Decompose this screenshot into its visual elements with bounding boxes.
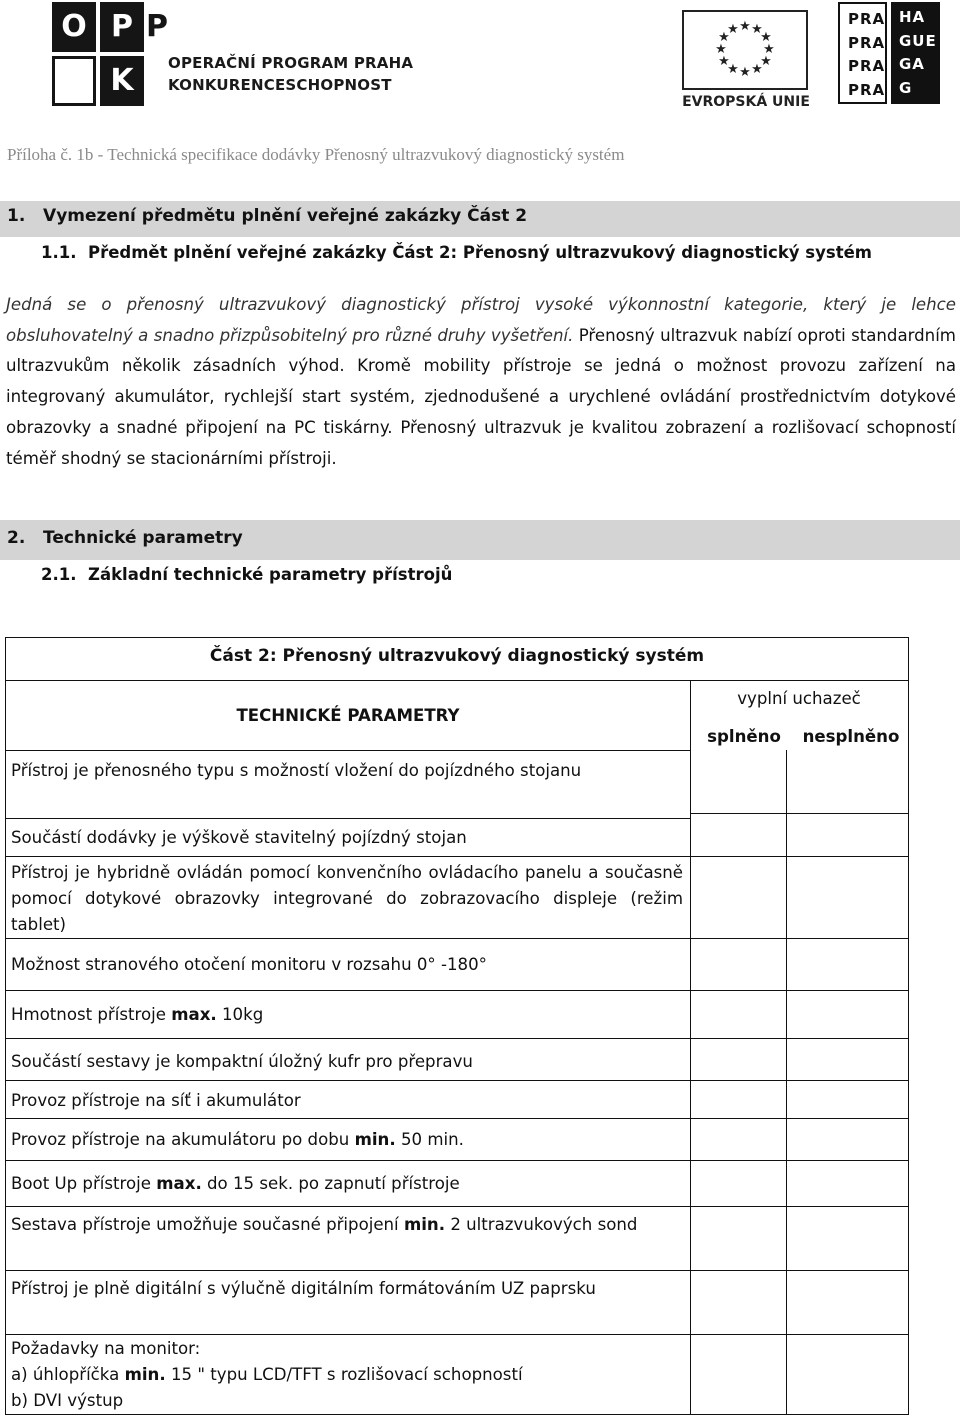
no-header: nesplněno xyxy=(802,727,900,746)
row-10-bold: min. xyxy=(403,1215,446,1234)
param-header: TECHNICKÉ PARAMETRY xyxy=(236,706,460,725)
table-row-11: Přístroj je plně digitální s výlučně digitálním formátováním UZ paprsku xyxy=(11,1279,596,1298)
row-12-value: 15 " typu LCD/TFT s rozlišovací schopností xyxy=(165,1365,523,1384)
paragraph-regular-part: Přenosný ultrazvuk nabízí oproti standardním ultrazvukům několik zásadních výhod. Kromě mobility přístroje se jedná o možnost provozu zařízení na integrovaný akumulátor, rychlejší start systém, zjednodušené a urychlené ovládání prostřednictvím dotykové obrazovky a snadné připojení na PC tiskárny. Přenosný ultrazvuk je kvalitou zobrazení a rozlišovací schopností téměř shodný se stacionárními přístroji. xyxy=(6,325,956,468)
svg-text:★: ★ xyxy=(751,62,763,77)
row-9-value: do 15 sek. po zapnutí přístroje xyxy=(201,1174,460,1193)
table-row-6: Součástí sestavy je kompaktní úložný kufr pro přepravu xyxy=(11,1052,473,1071)
praha-left-2: PRA xyxy=(848,33,886,52)
table-row-1: Přístroj je přenosného typu s možností vložení do pojízdného stojanu xyxy=(11,761,582,780)
table-row-9 xyxy=(11,1171,683,1197)
table-rule xyxy=(5,856,909,857)
section-1-1-subheading: 1.1. Předmět plnění veřejné zakázky Část 2: Přenosný ultrazvukový diagnostický systém xyxy=(41,243,872,262)
svg-text:★: ★ xyxy=(763,42,775,57)
opp-logo-line1: OPERAČNÍ PROGRAM PRAHA xyxy=(168,54,414,72)
eu-label: EVROPSKÁ UNIE xyxy=(682,94,810,110)
table-row-2: Součástí dodávky je výškově stavitelný pojízdný stojan xyxy=(11,828,467,847)
table-rule xyxy=(5,750,691,751)
praha-right-1: HA xyxy=(899,8,926,26)
row-5-text: Hmotnost přístroje xyxy=(11,1005,172,1024)
table-rule xyxy=(5,818,691,819)
row-12-bold: min. xyxy=(124,1365,166,1384)
paragraph-italic-part: Jedná se o přenosný ultrazvukový diagnostický přístroj vysoké výkonnostní kategorie, který je lehce obsluhovatelný a snadno přizpůsobitelný pro různé druhy vyšetření. xyxy=(6,295,956,345)
opp-logo-box-p1: P xyxy=(100,2,144,52)
table-rule xyxy=(5,680,909,681)
table-rule xyxy=(5,1118,909,1119)
opp-logo xyxy=(52,2,422,108)
table-rule xyxy=(5,938,909,939)
praha-left-4: PRA xyxy=(848,80,886,99)
table-rule xyxy=(5,990,909,991)
svg-text:★: ★ xyxy=(760,30,772,45)
row-5-bold: max. xyxy=(171,1005,217,1024)
praha-right-3: GA xyxy=(899,55,925,73)
row-9-text: Boot Up přístroje xyxy=(11,1174,157,1193)
table-row-5 xyxy=(11,1002,683,1028)
section-2-heading: 2. Technické parametry xyxy=(0,520,960,560)
svg-text:★: ★ xyxy=(727,62,739,77)
svg-text:★: ★ xyxy=(715,42,727,57)
section-1-paragraph xyxy=(6,290,956,474)
praha-right-2: GUE xyxy=(899,31,937,50)
opp-logo-box-blank xyxy=(52,56,96,106)
row-12-line-3: b) DVI výstup xyxy=(11,1391,124,1410)
opp-logo-box-o: O xyxy=(52,2,96,52)
opp-logo-box-k: K xyxy=(100,56,144,106)
table-row-8 xyxy=(11,1127,683,1153)
yes-header: splněno xyxy=(707,727,781,746)
eu-flag-icon xyxy=(682,10,808,90)
table-rule xyxy=(5,1160,909,1161)
svg-text:★: ★ xyxy=(760,54,772,69)
table-row-3: Přístroj je hybridně ovládán pomocí konvenčního ovládacího panelu a současně pomocí dotykové obrazovky integrované do zobrazovacího displeje (režim tablet) xyxy=(11,863,683,934)
praha-logo-right xyxy=(891,2,940,104)
praha-left-3: PRA xyxy=(848,57,886,75)
section-1-heading: 1. Vymezení předmětu plnění veřejné zakázky Část 2 xyxy=(0,201,960,237)
svg-text:★: ★ xyxy=(739,65,751,80)
svg-text:★: ★ xyxy=(727,22,739,37)
table-row-10 xyxy=(11,1212,683,1238)
row-5-value: 10kg xyxy=(216,1005,264,1024)
eu-logo xyxy=(680,6,812,112)
row-10-text: Sestava přístroje umožňuje současné připojení xyxy=(11,1215,404,1234)
table-rule xyxy=(691,813,909,814)
section-2-1-subheading: 2.1. Základní technické parametry přístrojů xyxy=(41,565,453,584)
table-row-7: Provoz přístroje na síť i akumulátor xyxy=(11,1091,301,1110)
row-8-text: Provoz přístroje na akumulátoru po dobu xyxy=(11,1130,355,1149)
praha-right-4: G xyxy=(899,78,913,97)
praha-logo-left xyxy=(838,2,887,104)
table-rule xyxy=(5,1334,909,1335)
row-9-bold: max. xyxy=(156,1174,202,1193)
row-8-value: 50 min. xyxy=(395,1130,464,1149)
table-rule xyxy=(5,1038,909,1039)
praha-left-1: PRA xyxy=(848,10,886,28)
opp-logo-box-p2: P xyxy=(146,9,168,44)
table-rule xyxy=(690,680,691,1415)
row-12-line-1: Požadavky na monitor: xyxy=(11,1339,201,1358)
praha-logo xyxy=(838,2,942,104)
opp-logo-line2: KONKURENCESCHOPNOST xyxy=(168,76,392,94)
svg-text:★: ★ xyxy=(739,19,751,34)
svg-text:★: ★ xyxy=(718,54,730,69)
table-rule xyxy=(5,1270,909,1271)
table-rule xyxy=(5,1080,909,1081)
row-10-value: 2 ultrazvukových sond xyxy=(445,1215,638,1234)
table-rule xyxy=(5,1206,909,1207)
row-12-text: a) úhlopříčka xyxy=(11,1365,125,1384)
row-12-line-2 xyxy=(11,1362,683,1388)
table-row-12 xyxy=(11,1336,683,1414)
fill-header: vyplní uchazeč xyxy=(737,689,861,708)
svg-text:★: ★ xyxy=(718,30,730,45)
row-8-bold: min. xyxy=(354,1130,396,1149)
attachment-title: Příloha č. 1b - Technická specifikace dodávky Přenosný ultrazvukový diagnostický systém xyxy=(7,145,625,164)
table-title: Část 2: Přenosný ultrazvukový diagnostický systém xyxy=(209,646,705,666)
svg-text:★: ★ xyxy=(751,22,763,37)
table-rule xyxy=(786,750,787,1415)
table-row-4: Možnost stranového otočení monitoru v rozsahu 0° -180° xyxy=(11,955,487,974)
